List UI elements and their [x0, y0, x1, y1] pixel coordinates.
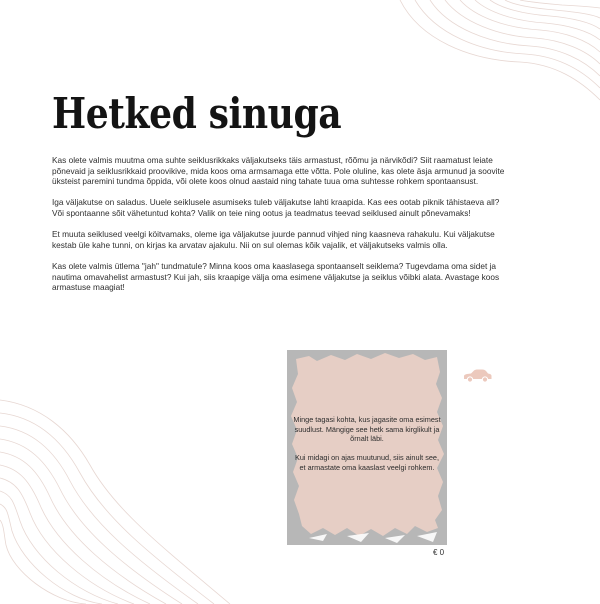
intro-paragraph: Et muuta seiklused veelgi köitvamaks, oleme iga väljakutse juurde pannud vihjed ning kaasneva rahakulu. Kui väljakutse kestab üle kahe tunni, on kirjas ka arvatav ajakulu. Nii on sul olemas kõik vajalik, et väljakutseks valmis olla.: [52, 229, 495, 250]
scratch-card[interactable]: [287, 350, 447, 545]
contour-lines-decoration-left: [0, 395, 260, 604]
intro-paragraph: Kas olete valmis muutma oma suhte seiklusrikkaks väljakutseks täis armastust, rõõmu ja närvikõdi? Siit raamatust leiate põnevaid ja seiklusrikkaid proovikive, mida koos oma armsamaga ette võtta. Pole oluline, kas olete äsja armunud ja soovite üksteist paremini tundma õppida, või olete koos olnud aastaid ning tahate tuua oma suhtesse rohkem spontaansust.: [52, 155, 505, 187]
challenge-text: [293, 415, 441, 482]
page-title: Hetked sinuga: [52, 89, 342, 139]
price-label: € 0: [433, 548, 445, 557]
intro-text: [52, 155, 507, 303]
challenge-paragraph: Minge tagasi kohta, kus jagasite oma esimest suudlust. Mängige see hetk sama kirglikult ja õrnalt läbi.: [293, 415, 441, 444]
challenge-paragraph: Kui midagi on ajas muutunud, siis ainult see, et armastate oma kaaslast veelgi rohkem.: [295, 453, 439, 472]
car-icon: [462, 369, 492, 383]
intro-paragraph: Iga väljakutse on saladus. Uuele seiklusele asumiseks tuleb väljakutse lahti kraapida. Kas ees ootab piknik tähistaeva all? Või spontaanne sõit vähetuntud kohta? Valik on teie ning ootus ja teadmatus teevad seiklused ainult põnevamaks!: [52, 197, 500, 218]
contour-lines-decoration-top: [340, 0, 600, 110]
intro-paragraph: Kas olete valmis ütlema "jah" tundmatule? Minna koos oma kaaslasega spontaanselt seiklema? Tugevdama oma sidet ja nautima omavahelist armastust? Kui jah, siis kraapige välja oma esimene väljakutse ja seiklus võibki alata. Avastage koos armastuse maagiat!: [52, 260, 500, 293]
